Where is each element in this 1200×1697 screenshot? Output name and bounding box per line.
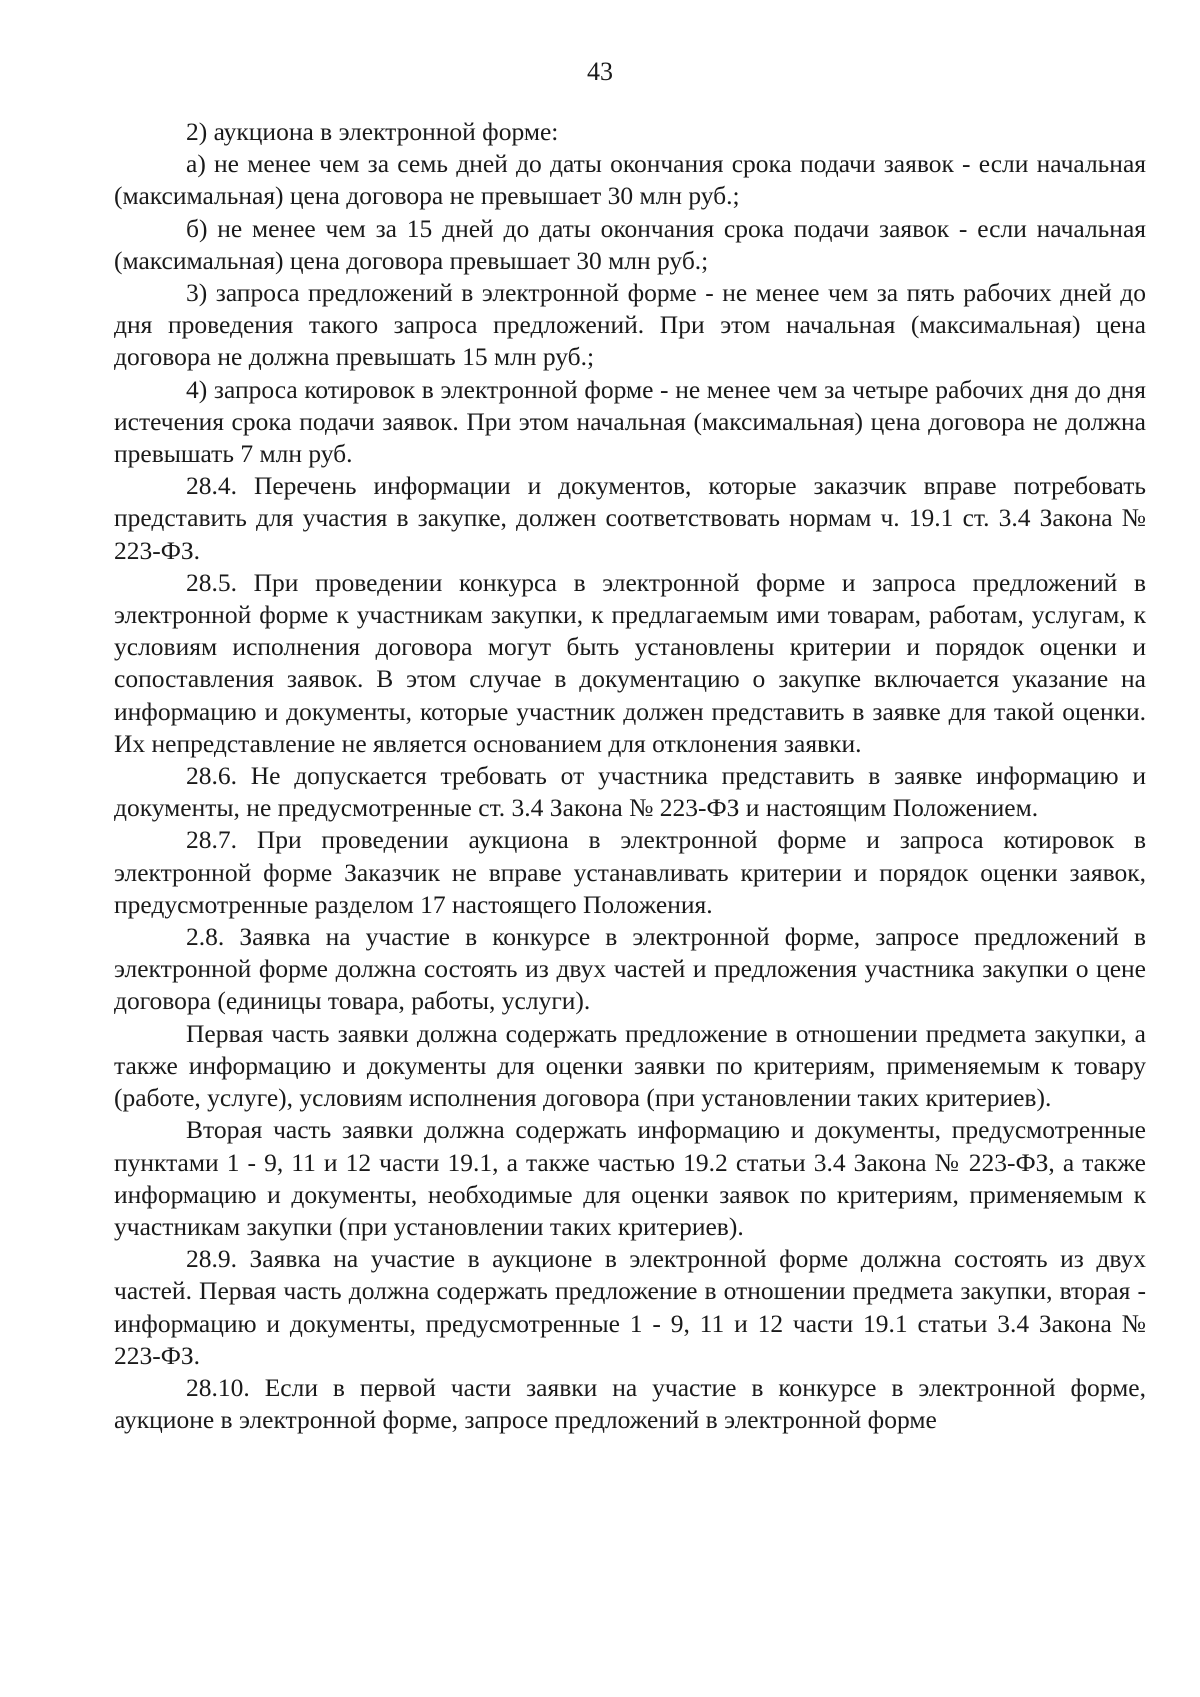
paragraph-28-9: 28.9. Заявка на участие в аукционе в электронной форме должна состоять из двух частей. Первая часть должна содержать предложение в отношении предмета закупки, вторая - информацию и документы, предусмотренные 1 - 9, 11 и 12 части 19.1 статьи 3.4 Закона № 223-ФЗ. bbox=[114, 1244, 1146, 1370]
paragraph-2-8: 2.8. Заявка на участие в конкурсе в электронной форме, запросе предложений в электронной форме должна состоять из двух частей и предложения участника закупки о цене договора (единицы товара, работы, услуги). bbox=[114, 922, 1146, 1016]
paragraph-item-4-quotations: 4) запроса котировок в электронной форме - не менее чем за четыре рабочих дня до дня истечения срока подачи заявок. При этом начальная (максимальная) цена договора не должна превышать 7 млн руб. bbox=[114, 374, 1146, 469]
paragraph-first-part: Первая часть заявки должна содержать предложение в отношении предмета закупки, а также информацию и документы для оценки заявки по критериям, применяемым к товару (работе, услуге), условиям исполнения договора (при установлении таких критериев). bbox=[114, 1018, 1146, 1113]
paragraph-28-5: 28.5. При проведении конкурса в электронной форме и запроса предложений в электронной форме к участникам закупки, к предлагаемым ими товарам, работам, услугам, к условиям исполнения договора могут быть установлены критерии и порядок оценки и сопоставления заявок. В этом случае в документацию о закупке включается указание на информацию и документы, которые участник должен представить в заявке для такой оценки. Их непредставление не является основанием для отклонения заявки. bbox=[114, 567, 1146, 758]
paragraph-subitem-a: а) не менее чем за семь дней до даты окончания срока подачи заявок - если начальная (максимальная) цена договора не превышает 30 млн руб.; bbox=[114, 149, 1146, 211]
paragraph-28-7: 28.7. При проведении аукциона в электронной форме и запроса котировок в электронной форме Заказчик не вправе устанавливать критерии и порядок оценки заявок, предусмотренные разделом 17 настоящего Положения. bbox=[114, 825, 1146, 919]
page-number: 43 bbox=[587, 57, 613, 86]
paragraph-item-3-proposals: 3) запроса предложений в электронной форме - не менее чем за пять рабочих дней до дня проведения такого запроса предложений. При этом начальная (максимальная) цена договора не должна превышать 15 млн руб.; bbox=[114, 278, 1146, 372]
paragraph-28-4: 28.4. Перечень информации и документов, которые заказчик вправе потребовать представить для участия в закупке, должен соответствовать нормам ч. 19.1 ст. 3.4 Закона № 223-ФЗ. bbox=[114, 471, 1146, 565]
paragraph-auction-deadlines: 2) аукциона в электронной форме: bbox=[186, 117, 559, 146]
paragraph-28-10: 28.10. Если в первой части заявки на участие в конкурсе в электронной форме, аукционе в электронной форме, запросе предложений в электронной форме bbox=[114, 1372, 1146, 1435]
paragraph-subitem-b: б) не менее чем за 15 дней до даты окончания срока подачи заявок - если начальная (максимальная) цена договора превышает 30 млн руб.; bbox=[114, 213, 1146, 275]
paragraph-second-part: Вторая часть заявки должна содержать информацию и документы, предусмотренные пунктами 1 - 9, 11 и 12 части 19.1, а также частью 19.2 статьи 3.4 Закона № 223-ФЗ, а также информацию и документы, необходимые для оценки заявок по критериям, применяемым к участникам закупки (при установлении таких критериев). bbox=[114, 1115, 1146, 1241]
document-body bbox=[114, 116, 1146, 1436]
paragraph-28-6: 28.6. Не допускается требовать от участника представить в заявке информацию и документы, не предусмотренные ст. 3.4 Закона № 223-ФЗ и настоящим Положением. bbox=[114, 761, 1146, 823]
